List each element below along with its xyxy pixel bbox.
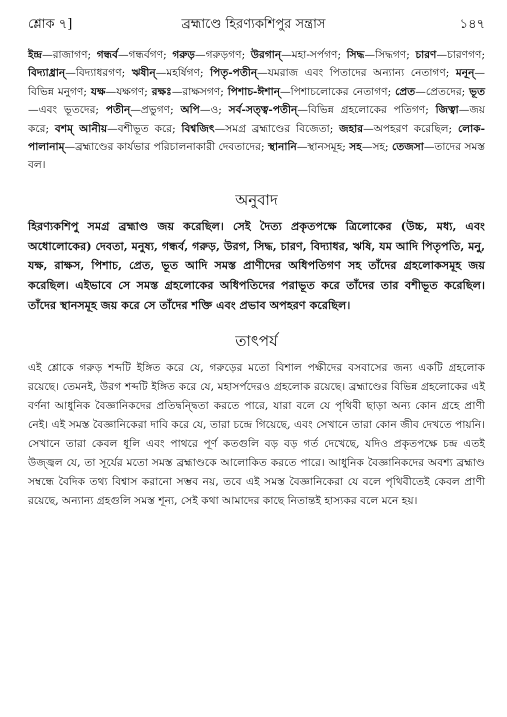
synonym-entry: পিতৃ-পতীন্—যমরাজ এবং পিতাদের অন্যান্য নেতাগণ [210,67,446,80]
synonym-meaning: গরুড়গণ [205,49,242,61]
synonym-term: যক্ষ [90,85,106,98]
translation-text: হিরণ্যকশিপু সমগ্র ব্রহ্মাণ্ড জয় করেছিল। সেই দৈত্য প্রকৃতপক্ষে ত্রিলোকের (উচ্চ, মধ্য, এবং অধোলোকের) দেবতা, মনুষ্য, গন্ধর্ব, গরুড়, উরগ, সিদ্ধ, চারণ, বিদ্যাধর, ঋষি, যম আদি পিতৃপতি, মনু, যক্ষ, রাক্ষস, পিশাচ, প্রেত, ভূত আদি সমস্ত প্রাণীদের অধিপতিগণ সহ তাঁদের গ্রহলোকসমূহ জয় করেছিল। এইভাবে সে সমস্ত গ্রহলোকের অধিপতিদের পরাভূত করে তাঁদের তার বশীভূত করেছিল। তাঁদের স্থানসমূহ জয় করে সে তাঁদের শক্তি এবং প্রভাব অপহরণ করেছিল। [28,218,485,313]
synonym-entry: গরুড়—গরুড়গণ [172,49,242,61]
synonym-term: পতীন্ [105,104,131,117]
synonym-entry: সিদ্ধ—সিদ্ধগণ [346,49,407,61]
synonym-meaning: স্থানসমূহ [307,141,343,154]
synonym-entry: লোক-পালানাম্—ব্রহ্মাণ্ডের কার্যভার পরিচালনাকারী দেবতাদের [28,122,486,154]
synonym-meaning: মহা-সর্পগণ [291,49,338,61]
synonym-meaning: বিদ্যাধরগণ [75,67,122,80]
synonym-entry: অপি—ও [180,104,219,117]
synonym-term: উরগান্ [250,49,282,61]
synonym-entry: উরগান্—মহা-সর্পগণ [250,49,338,61]
synonym-entry: গন্ধর্ব—গন্ধর্বগণ [96,49,164,61]
synonym-term: সিদ্ধ [346,49,365,61]
synonym-entry: বিশ্বজিৎ—সমগ্র ব্রহ্মাণ্ডের বিজেতা [181,122,330,135]
synonym-entry: বশম্ আনীয়—বশীভূত করে [54,122,173,135]
synonym-meaning: রাক্ষসগণ [182,85,221,98]
running-header [28,14,485,36]
chapter-title: ব্রহ্মাণ্ডে হিরণ্যকশিপুর সন্ত্রাস [181,17,326,32]
synonym-term: গরুড় [172,49,195,61]
synonym-term: পিতৃ-পতীন্ [210,67,258,80]
purport-text [28,358,485,511]
synonym-meaning: সিদ্ধগণ [375,49,407,61]
purport-paragraph: এই শ্লোকে গরুড় শব্দটি ইঙ্গিত করে যে, গরুড়ের মতো বিশাল পক্ষীদের বসবাসের জন্য একটি গ্রহলোক রয়েছে। তেমনই, উরগ শব্দটি ইঙ্গিত করে যে, মহাসর্পদেরও গ্রহলোক রয়েছে। ব্রহ্মাণ্ডের বিভিন্ন গ্রহলোকের এই বর্ণনা আধুনিক বৈজ্ঞানিকদের প্রতিদ্বন্দ্বিতা করতে পারে, যারা বলে যে পৃথিবী ছাড়া অন্য কোন গ্রহে প্রাণী নেই। এই সমস্ত বৈজ্ঞানিকেরা দাবি করে যে, তারা চন্দ্রে গিয়েছে, এবং সেখানে তারা কোন জীব দেখতে পায়নি। সেখানে তারা কেবল ধূলি এবং পাথরে পূর্ণ কতগুলি বড় বড় গর্ত দেখেছে, যদিও প্রকৃতপক্ষে চন্দ্র এতই উজ্জ্বল যে, তা সূর্যের মতো সমস্ত ব্রহ্মাণ্ডকে আলোকিত করতে পারে। আধুনিক বৈজ্ঞানিকদের অবশ্য ব্রহ্মাণ্ড সম্বন্ধে বৈদিক তথ্য বিশ্বাস করানো সম্ভব নয়, তবে এই সমস্ত বৈজ্ঞানিকেরা যে বলে পৃথিবীতেই কেবল প্রাণী রয়েছে, অন্যান্য গ্রহগুলি সমস্ত শূন্য, সেই কথা আমাদের কাছে নিতান্তই হাস্যকর বলে মনে হয়। [28,360,485,508]
synonym-entry: মনূন্—বিভিন্ন মনুগণ [28,67,486,98]
synonym-entry: জহার—অপহরণ করেছিল [339,122,449,135]
synonym-entry: পতীন্—প্রভুগণ [105,104,171,117]
synonym-entry: পিশাচ-ঈশান্—পিশাচলোকের নেতাগণ [227,85,388,98]
word-for-word-synonyms: ইন্দ্র—রাজাগণ; গন্ধর্ব—গন্ধর্বগণ; গরুড়—গরুড়গণ; উরগান্—মহা-সর্পগণ; সিদ্ধ—সিদ্ধগণ; চারণ—চারণগণ; বিদ্যাধ্রান্—বিদ্যাধরগণ; ঋষীন্—মহর্ষিগণ; পিতৃ-পতীন্—যমরাজ এবং পিতাদের অন্যান্য নেতাগণ; মনূন্—বিভিন্ন মনুগণ; যক্ষ—যক্ষগণ; রক্ষঃ—রাক্ষসগণ; পিশাচ-ঈশান্—পিশাচলোকের নেতাগণ; প্রেত—প্রেতদের; ভূত—এবং ভূতদের; পতীন্—প্রভুগণ; অপি—ও; সর্ব-সত্ত্ব-পতীন্—বিভিন্ন গ্রহলোকের পতিগণ; জিত্বা—জয় করে; বশম্ আনীয়—বশীভূত করে; বিশ্বজিৎ—সমগ্র ব্রহ্মাণ্ডের বিজেতা; জহার—অপহরণ করেছিল; লোক-পালানাম্—ব্রহ্মাণ্ডের কার্যভার পরিচালনাকারী দেবতাদের; স্থানানি—স্থানসমূহ; সহ—সহ; তেজসা—তাদের সমস্ত বল। [28,49,486,172]
synonym-meaning: এবং ভূতদের [38,104,96,117]
synonym-entry: সহ—সহ [349,141,386,154]
translation-heading: অনুবাদ [235,190,278,209]
synonym-meaning: ব্রহ্মাণ্ডের কার্যভার পরিচালনাকারী দেবতাদের [75,141,261,154]
synonym-entry: বিদ্যাধ্রান্—বিদ্যাধরগণ [28,67,122,80]
verse-reference: শ্লোক ৭] [28,17,73,32]
synonym-meaning: বিভিন্ন গ্রহলোকের পতিগণ [307,104,426,117]
synonym-meaning: সহ [372,141,386,154]
synonym-meaning: গন্ধর্বগণ [128,49,164,61]
page-number: ১৪৭ [459,17,485,32]
synonym-meaning: যক্ষগণ [116,85,145,98]
synonym-entry: ইন্দ্র—রাজাগণ [28,49,88,61]
synonym-term: ঋষীন্ [131,67,156,80]
synonym-term: রক্ষঃ [151,85,172,98]
synonym-meaning: প্রভুগণ [140,104,171,117]
synonym-term: তেজসা [392,141,424,154]
synonym-term: বিশ্বজিৎ [181,122,215,135]
synonym-term: স্থানানি [267,141,297,154]
synonym-term: মনূন্ [455,67,475,80]
synonym-meaning: অপহরণ করেছিল [373,122,449,135]
synonym-meaning: সমগ্র ব্রহ্মাণ্ডের বিজেতা [225,122,330,135]
synonym-term: জিত্বা [435,104,459,117]
synonym-entry: চারণ—চারণগণ [415,49,482,61]
synonym-term: পিশাচ-ঈশান্ [227,85,281,98]
synonym-entry: যক্ষ—যক্ষগণ [90,85,145,98]
synonym-term: সহ [349,141,362,154]
synonym-meaning: পিশাচলোকের নেতাগণ [290,85,388,98]
synonym-entry: স্থানানি—স্থানসমূহ [267,141,343,154]
synonym-entry: তেজসা—তাদের সমস্ত বল [28,141,486,172]
synonym-term: জহার [339,122,364,135]
synonym-meaning: মহর্ষিগণ [166,67,200,80]
synonym-meaning: বিভিন্ন মনুগণ [28,85,84,98]
synonym-term: ভূত [469,85,486,98]
synonym-entry: সর্ব-সত্ত্ব-পতীন্—বিভিন্ন গ্রহলোকের পতিগণ [228,104,426,117]
synonym-meaning: প্রেতদের [425,85,462,98]
purport-heading: তাৎপর্য [235,331,278,350]
synonym-entry: প্রেত—প্রেতদের [395,85,462,98]
synonym-term: সর্ব-সত্ত্ব-পতীন্ [228,104,298,117]
synonym-entry: রক্ষঃ—রাক্ষসগণ [151,85,221,98]
synonym-term: বিদ্যাধ্রান্ [28,67,66,80]
synonym-term: ইন্দ্র [28,49,43,61]
synonym-meaning: যমরাজ এবং পিতাদের অন্যান্য নেতাগণ [267,67,446,80]
synonym-meaning: ও [210,104,219,117]
synonym-entry: ঋষীন্—মহর্ষিগণ [131,67,200,80]
synonym-meaning: জয় করে [28,104,486,135]
synonym-entry: ভূত—এবং ভূতদের [28,85,486,117]
synonym-term: চারণ [415,49,437,61]
synonym-meaning: রাজাগণ [52,49,88,61]
synonym-meaning: তাদের সমস্ত বল [28,141,486,172]
synonym-meaning: চারণগণ [447,49,482,61]
synonym-term: গন্ধর্ব [96,49,118,61]
synonym-term: বশম্ আনীয় [54,122,108,135]
synonym-meaning: বশীভূত করে [117,122,173,135]
synonym-term: লোক-পালানাম্ [28,122,486,154]
synonym-term: অপি [180,104,200,117]
synonym-term: প্রেত [395,85,416,98]
synonym-entry: জিত্বা—জয় করে [28,104,486,135]
